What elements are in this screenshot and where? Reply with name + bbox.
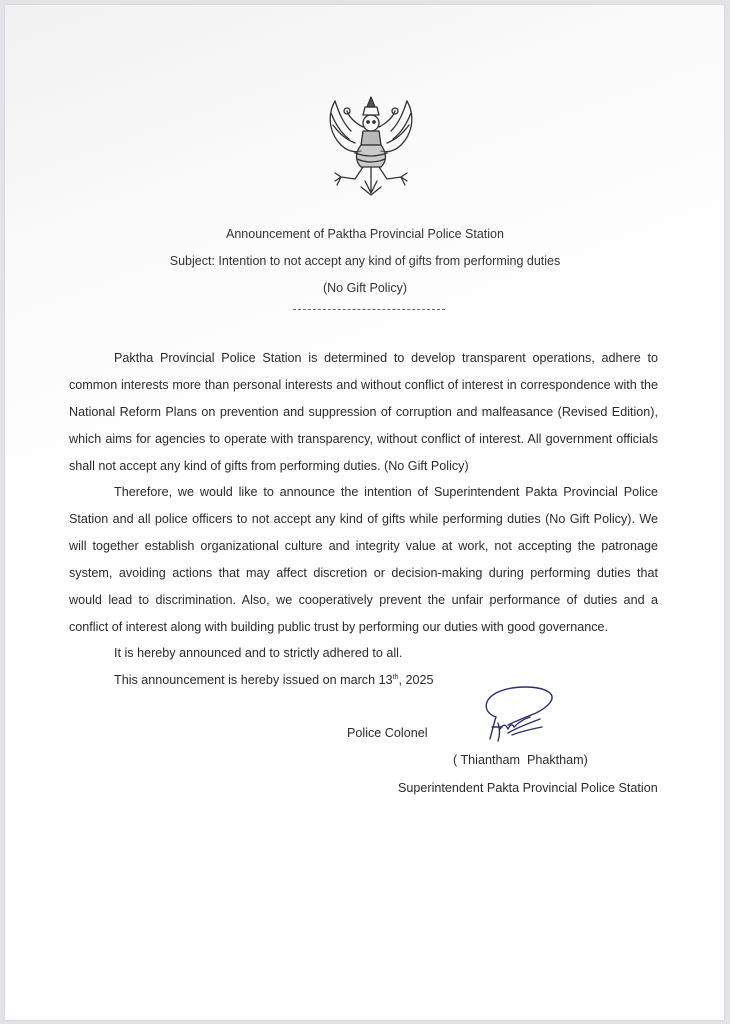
paragraph-2-text: Therefore, we would like to announce the intention of Superintendent Pakta Provincial Police Station and all police officers to not accept any kind of gifts while performing duties (No Gift Policy). We will together establish organizational culture and integrity value at work, not accepting the patronage system, avoiding actions that may affect discretion or decision-making during performing duties that would lead to discrimination. Also, we cooperatively prevent the unfair performance of duties and a conflict of interest along with building public trust by performing our duties with good governance. — [69, 485, 658, 634]
signer-title: Superintendent Pakta Provincial Police Station — [398, 781, 658, 795]
issue-date-prefix: This announcement is hereby issued on march 13 — [114, 673, 393, 687]
garuda-emblem-icon — [325, 93, 417, 199]
issue-date-statement — [114, 673, 433, 687]
policy-name: (No Gift Policy) — [322, 281, 408, 295]
signer-rank: Police Colonel — [347, 726, 428, 740]
handwritten-signature-icon — [478, 683, 558, 745]
separator-line — [293, 309, 445, 310]
body-paragraph-2 — [69, 479, 658, 641]
date-ordinal-suffix: th — [392, 674, 399, 681]
paragraph-1-text: Paktha Provincial Police Station is determined to develop transparent operations, adhere to common interests more than personal interests and without conflict of interest in correspondence with the National Reform Plans on prevention and suppression of corruption and malfeasance (Revised Edition), which aims for agencies to operate with transparency, without conflict of interest. All government officials shall not accept any kind of gifts from performing duties. (No Gift Policy) — [69, 351, 658, 473]
signer-name: ( Thiantham Phaktham) — [453, 753, 588, 767]
announcement-title: Announcement of Paktha Provincial Police Station — [226, 227, 504, 241]
document-page — [5, 5, 724, 1020]
closing-statement: It is hereby announced and to strictly adhered to all. — [114, 646, 403, 660]
body-paragraph-1 — [69, 345, 658, 480]
announcement-subject: Subject: Intention to not accept any kind of gifts from performing duties — [169, 254, 561, 268]
issue-year: , 2025 — [398, 673, 434, 687]
